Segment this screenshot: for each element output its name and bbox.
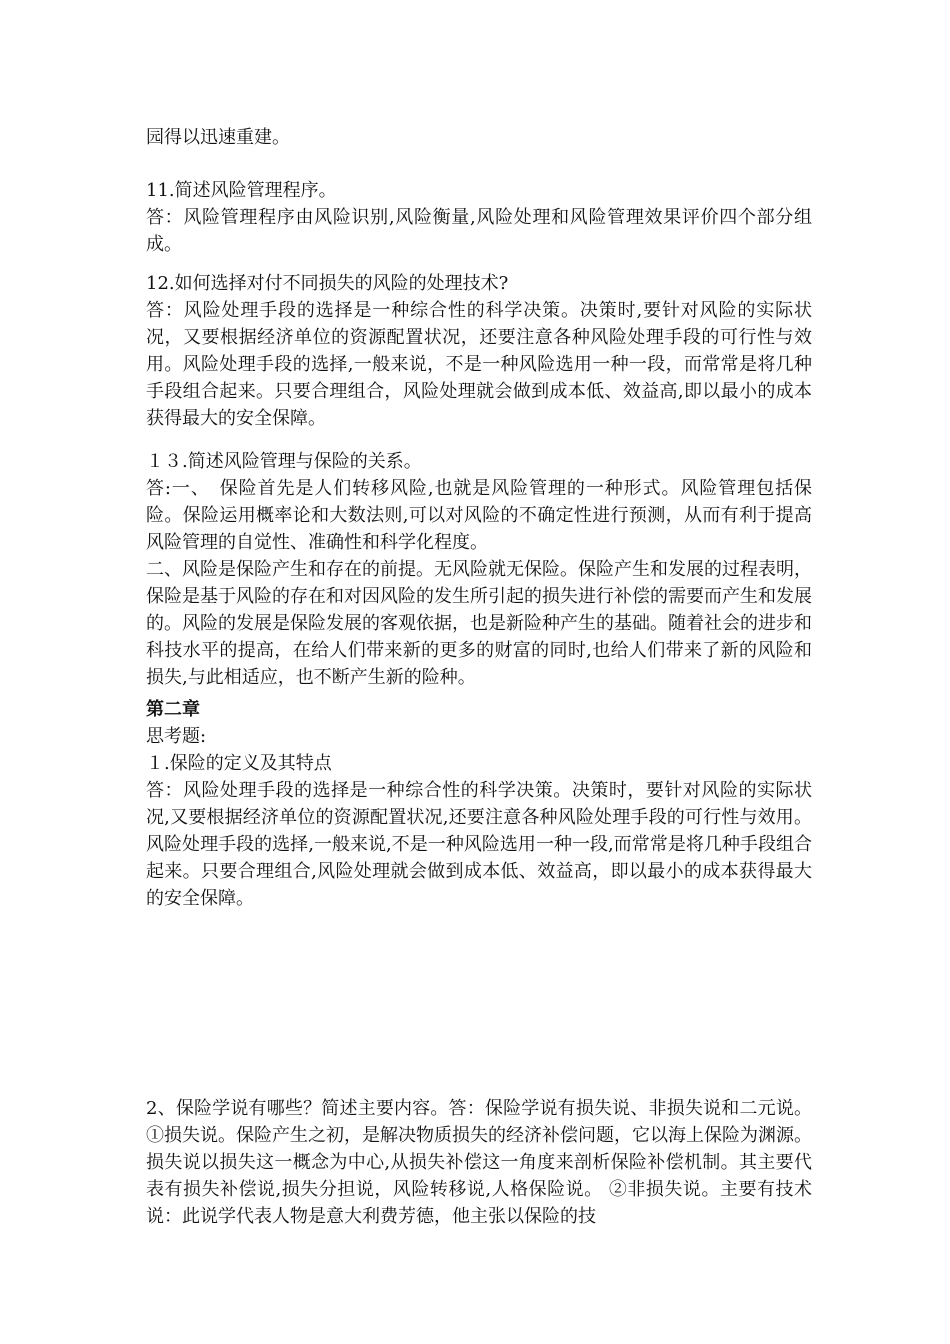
chapter-2-question-2-block	[146, 1095, 812, 1230]
question-13-block	[146, 448, 812, 691]
chapter-2-block	[146, 696, 812, 912]
question-11-answer: 答：风险管理程序由风险识别,风险衡量,风险处理和风险管理效果评价四个部分组成。	[146, 207, 812, 255]
chapter-2-question-2-text: 2、保险学说有哪些？简述主要内容。答：保险学说有损失说、非损失说和二元说。 ①损失说。保险产生之初，是解决物质损失的经济补偿问题，它以海上保险为渊源。损失说以损失这一概念为中心,从损失补偿这一角度来剖析保险补偿机制。其主要代表有损失补偿说,损失分担说，风险转移说,人格保险说。 ②非损失说。主要有技术说：此说学代表人物是意大利费芳德，他主张以保险的技	[146, 1098, 812, 1227]
question-11-title: 11.简述风险管理程序。	[146, 180, 337, 201]
chapter-2-title: 第二章	[146, 699, 200, 720]
question-13-answer-part2: 二、风险是保险产生和存在的前提。无风险就无保险。保险产生和发展的过程表明，保险是基于风险的存在和对因风险的发生所引起的损失进行补偿的需要而产生和发展的。风险的发展是保险发展的客观依据，也是新险种产生的基础。随着社会的进步和科技水平的提高，在给人们带来新的更多的财富的同时,也给人们带来了新的风险和损失,与此相适应，也不断产生新的险种。	[146, 559, 812, 688]
question-12-title: 12.如何选择对付不同损失的风险的处理技术?	[146, 273, 509, 294]
chapter-2-question-1-title: １.保险的定义及其特点	[146, 753, 332, 774]
question-11-block	[146, 177, 812, 258]
continuation-text	[146, 124, 812, 151]
question-12-block	[146, 270, 812, 432]
chapter-2-question-1-answer: 答：风险处理手段的选择是一种综合性的科学决策。决策时，要针对风险的实际状况,又要根据经济单位的资源配置状况,还要注意各种风险处理手段的可行性与效用。风险处理手段的选择,一般来说,不是一种风险选用一种一段,而常常是将几种手段组合起来。只要合理组合,风险处理就会做到成本低、效益高，即以最小的成本获得最大的安全保障。	[146, 780, 812, 909]
continuation-paragraph: 园得以迅速重建。	[146, 127, 290, 148]
chapter-2-subtitle: 思考题:	[146, 726, 207, 747]
question-12-answer: 答：风险处理手段的选择是一种综合性的科学决策。决策时,要针对风险的实际状况，又要根据经济单位的资源配置状况，还要注意各种风险处理手段的可行性与效用。风险处理手段的选择,一般来说，不是一种风险选用一种一段，而常常是将几种手段组合起来。只要合理组合，风险处理就会做到成本低、效益高,即以最小的成本获得最大的安全保障。	[146, 300, 812, 429]
question-13-answer-part1: 答:一、 保险首先是人们转移风险,也就是风险管理的一种形式。风险管理包括保险。保险运用概率论和大数法则,可以对风险的不确定性进行预测，从而有利于提高风险管理的自觉性、准确性和科学化程度。	[146, 478, 812, 553]
question-13-title: １３.简述风险管理与保险的关系。	[146, 451, 422, 472]
